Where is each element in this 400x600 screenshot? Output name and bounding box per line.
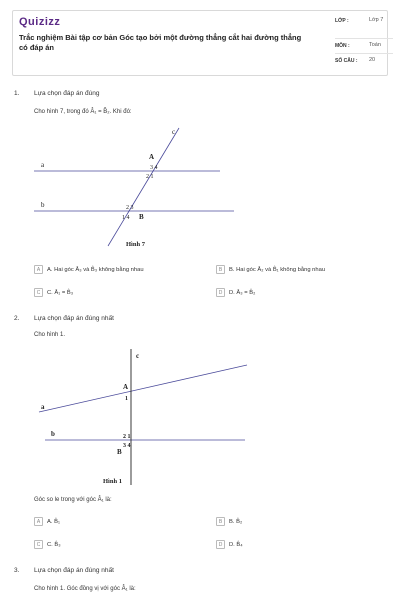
angle-labels-b-top: 2 1 bbox=[123, 434, 131, 440]
angle-labels-b-bottom: 3 4 bbox=[123, 443, 131, 449]
question-prompt: Lựa chọn đáp án đúng nhất bbox=[34, 567, 114, 574]
label-line-a: a bbox=[41, 403, 45, 411]
label-point-a: A bbox=[123, 383, 129, 391]
question-followup: Góc so le trong với góc Â₁ là: bbox=[34, 497, 112, 503]
option-letter: D bbox=[216, 288, 225, 297]
option-d[interactable] bbox=[216, 288, 255, 297]
option-letter: B bbox=[216, 517, 225, 526]
option-letter: C bbox=[34, 288, 43, 297]
figure-7 bbox=[30, 122, 250, 252]
meta-divider bbox=[335, 53, 393, 54]
class-label: LỚP : bbox=[335, 18, 349, 24]
label-line-b: b bbox=[41, 201, 45, 209]
figure-caption: Hình 7 bbox=[126, 241, 145, 248]
option-letter: A bbox=[34, 265, 43, 274]
option-text: A. B̂₁ bbox=[47, 518, 60, 525]
angle-labels-b-bottom: 1 4 bbox=[122, 215, 130, 221]
angle-labels-a-top: 3 4 bbox=[150, 165, 158, 171]
label-point-b: B bbox=[117, 448, 122, 456]
figure-1 bbox=[35, 345, 255, 487]
option-text: C. Â₁ = B̂₃ bbox=[47, 289, 74, 296]
question-text: Cho hình 1. Góc đồng vị với góc Â₁ là: bbox=[34, 586, 136, 592]
option-text: C. B̂₃ bbox=[47, 541, 61, 548]
question-number: 1. bbox=[14, 90, 20, 97]
option-letter: C bbox=[34, 540, 43, 549]
option-c[interactable] bbox=[34, 540, 61, 549]
label-point-b: B bbox=[139, 213, 144, 221]
label-point-a: A bbox=[149, 153, 155, 161]
class-value: Lớp 7 bbox=[369, 17, 384, 23]
option-text: B. Hai góc Â₂ và B̂₁ không bằng nhau bbox=[229, 266, 326, 273]
angle-label-a: 1 bbox=[125, 396, 128, 402]
worksheet-header bbox=[12, 10, 388, 76]
label-line-b: b bbox=[51, 430, 55, 438]
line-a bbox=[39, 365, 247, 412]
angle-labels-b-top: 2 3 bbox=[126, 205, 134, 211]
count-value: 20 bbox=[369, 57, 376, 63]
option-b[interactable] bbox=[216, 265, 325, 274]
option-letter: A bbox=[34, 517, 43, 526]
option-letter: B bbox=[216, 265, 225, 274]
subject-value: Toán bbox=[369, 42, 381, 48]
figure-caption: Hình 1 bbox=[103, 478, 122, 485]
question-prompt: Lựa chọn đáp án đúng nhất bbox=[34, 315, 114, 322]
option-text: A. Hai góc Â₃ và B̂₃ không bằng nhau bbox=[47, 266, 144, 273]
label-line-a: a bbox=[41, 161, 45, 169]
option-a[interactable] bbox=[34, 265, 144, 274]
label-line-c: c bbox=[172, 128, 176, 136]
question-number: 2. bbox=[14, 315, 20, 322]
option-b[interactable] bbox=[216, 517, 242, 526]
page-title: Trắc nghiệm Bài tập cơ bản Góc tạo bởi một đường thẳng cắt hai đường thẳng có đáp án bbox=[19, 33, 302, 52]
count-label: SỐ CÂU : bbox=[335, 58, 358, 64]
question-text: Cho hình 7, trong đó Â₁ = B̂₂. Khi đó: bbox=[34, 109, 132, 115]
option-c[interactable] bbox=[34, 288, 73, 297]
meta-divider bbox=[335, 38, 393, 39]
option-text: D. Â₃ = B̂₂ bbox=[229, 289, 256, 296]
question-text: Cho hình 1. bbox=[34, 332, 66, 338]
option-text: B. B̂₂ bbox=[229, 518, 243, 525]
question-prompt: Lựa chọn đáp án đúng bbox=[34, 90, 100, 97]
option-a[interactable] bbox=[34, 517, 60, 526]
label-line-c: c bbox=[136, 352, 140, 360]
subject-label: MÔN : bbox=[335, 43, 350, 49]
angle-labels-a-bottom: 2 1 bbox=[146, 174, 154, 180]
line-c bbox=[108, 128, 179, 246]
question-number: 3. bbox=[14, 567, 20, 574]
option-d[interactable] bbox=[216, 540, 243, 549]
quizizz-logo: Quizizz bbox=[19, 16, 61, 28]
option-text: D. B̂₄ bbox=[229, 541, 243, 548]
option-letter: D bbox=[216, 540, 225, 549]
